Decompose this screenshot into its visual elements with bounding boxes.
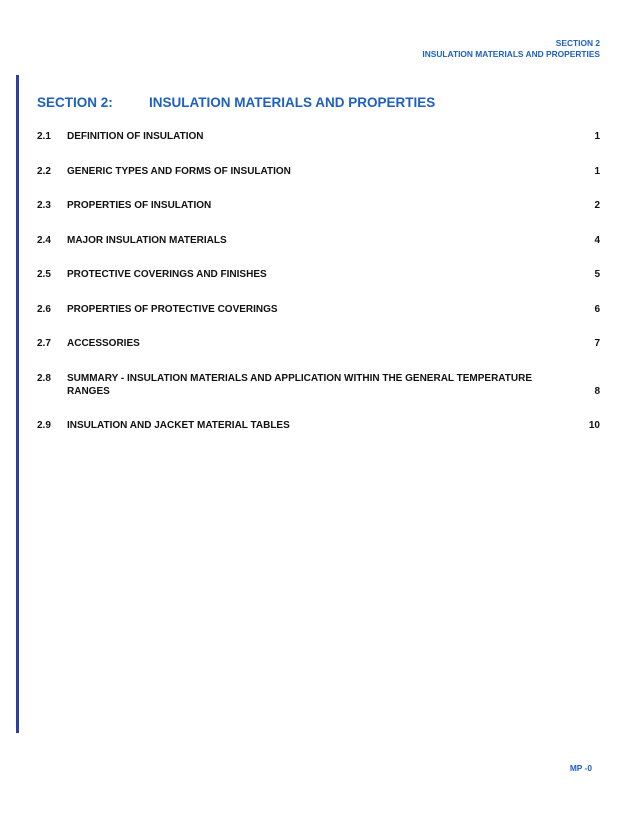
toc-entry-page: 4 bbox=[594, 234, 600, 246]
toc-entry-number: 2.4 bbox=[37, 234, 51, 246]
section-number: SECTION 2: bbox=[37, 95, 113, 110]
toc-entry-page: 10 bbox=[588, 420, 600, 431]
toc-entry-title: PROPERTIES OF PROTECTIVE COVERINGS bbox=[67, 303, 278, 315]
toc-entry[interactable] bbox=[37, 165, 600, 178]
toc-entry[interactable] bbox=[37, 419, 600, 432]
toc-entry[interactable] bbox=[37, 234, 600, 247]
toc-entry-number: 2.3 bbox=[37, 200, 51, 211]
toc-entry-page: 8 bbox=[594, 385, 600, 397]
toc-entry-number: 2.1 bbox=[37, 131, 51, 142]
toc-entry-title: PROTECTIVE COVERINGS AND FINISHES bbox=[67, 269, 267, 280]
page-identifier: MP -0 bbox=[569, 763, 592, 773]
toc-entry-page: 6 bbox=[594, 303, 600, 315]
toc-entry-number: 2.7 bbox=[37, 338, 51, 349]
toc-entry-title: GENERIC TYPES AND FORMS OF INSULATION bbox=[67, 165, 291, 177]
toc-entry-title: PROPERTIES OF INSULATION bbox=[67, 200, 212, 211]
toc-entry[interactable] bbox=[37, 372, 600, 398]
table-of-contents bbox=[37, 130, 600, 454]
toc-entry[interactable] bbox=[37, 268, 600, 281]
running-header-section: SECTION 2 bbox=[555, 38, 600, 48]
toc-entry-title: MAJOR INSULATION MATERIALS bbox=[67, 234, 227, 246]
toc-entry-number: 2.8 bbox=[37, 372, 51, 384]
section-heading bbox=[37, 95, 435, 110]
toc-entry[interactable] bbox=[37, 303, 600, 316]
toc-entry[interactable] bbox=[37, 130, 600, 143]
toc-entry-page: 1 bbox=[594, 131, 600, 142]
toc-entry-title: DEFINITION OF INSULATION bbox=[67, 131, 204, 142]
toc-entry-number: 2.5 bbox=[37, 269, 51, 280]
toc-entry[interactable] bbox=[37, 337, 600, 350]
toc-entry[interactable] bbox=[37, 199, 600, 212]
toc-entry-page: 2 bbox=[594, 200, 600, 211]
change-bar bbox=[16, 75, 19, 733]
toc-entry-number: 2.9 bbox=[37, 420, 51, 431]
toc-entry-page: 7 bbox=[594, 338, 600, 349]
toc-entry-title: ACCESSORIES bbox=[67, 338, 140, 349]
section-title: INSULATION MATERIALS AND PROPERTIES bbox=[149, 95, 436, 110]
toc-entry-number: 2.6 bbox=[37, 303, 51, 315]
toc-entry-number: 2.2 bbox=[37, 165, 51, 177]
running-header-title: INSULATION MATERIALS AND PROPERTIES bbox=[422, 49, 600, 59]
toc-entry-title: SUMMARY - INSULATION MATERIALS AND APPLICATION WITHIN THE GENERAL TEMPERATURE RANGES bbox=[67, 372, 532, 397]
toc-entry-page: 1 bbox=[594, 165, 600, 177]
toc-entry-title: INSULATION AND JACKET MATERIAL TABLES bbox=[67, 420, 290, 431]
toc-entry-page: 5 bbox=[594, 269, 600, 280]
running-header bbox=[422, 38, 600, 60]
